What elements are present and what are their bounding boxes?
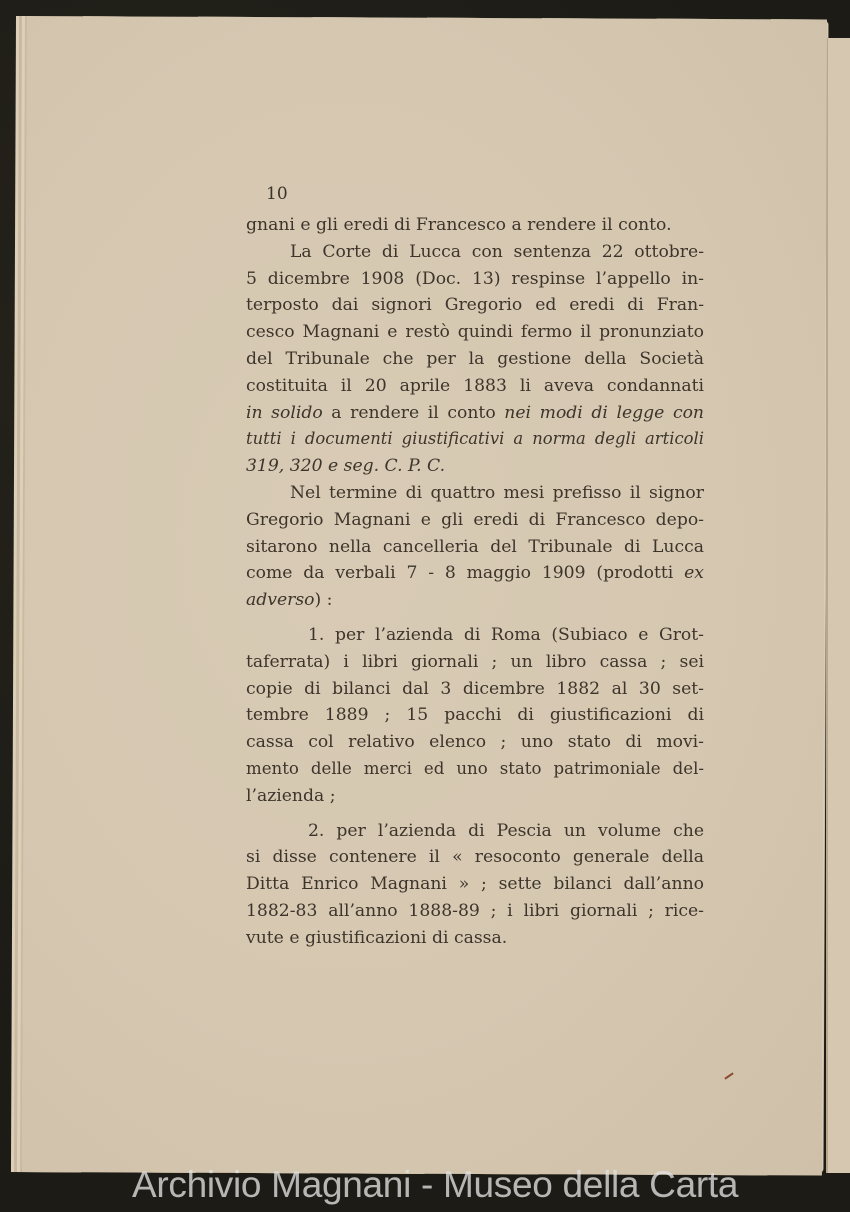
text-line: sitarono nella cancelleria del Tribunale di Lucca bbox=[246, 536, 704, 557]
facing-page-edge bbox=[826, 38, 850, 1173]
text-line: Nel termine di quattro mesi prefisso il signor bbox=[290, 482, 704, 503]
text-line: costituita il 20 aprile 1883 li aveva condannati bbox=[246, 375, 704, 396]
text-fragment: ) : bbox=[314, 590, 333, 611]
text-line: Gregorio Magnani e gli eredi di Francesco depo- bbox=[246, 509, 704, 530]
text-line bbox=[246, 560, 704, 587]
text-line: mento delle merci ed uno stato patrimoniale del- bbox=[246, 758, 704, 778]
paragraph-3 bbox=[246, 480, 704, 614]
text-line: Ditta Enrico Magnani » ; sette bilanci dall’anno bbox=[246, 874, 704, 895]
text-line: terposto dai signori Gregorio ed eredi di Fran- bbox=[246, 295, 704, 316]
italic-phrase: adverso bbox=[246, 590, 315, 611]
text-line bbox=[246, 587, 704, 614]
text-line bbox=[246, 400, 704, 427]
text-line: taferrata) i libri giornali ; un libro cassa ; sei bbox=[246, 651, 704, 672]
italic-phrase: in solido bbox=[246, 402, 323, 423]
watermark: Archivio Magnani - Museo della Carta bbox=[132, 1164, 739, 1205]
italic-phrase: ex bbox=[684, 563, 704, 584]
text-line: 5 dicembre 1908 (Doc. 13) respinse l’appello in- bbox=[246, 268, 704, 289]
text-line: l’azienda ; bbox=[246, 785, 336, 806]
list-item-2 bbox=[246, 818, 704, 952]
text-line: gnani e gli eredi di Francesco a rendere il conto. bbox=[246, 215, 672, 235]
text-line: 2. per l’azienda di Pescia un volume che bbox=[308, 820, 704, 841]
text-line: cesco Magnani e restò quindi fermo il pronunziato bbox=[246, 322, 704, 343]
text-line: del Tribunale che per la gestione della Società bbox=[246, 348, 704, 369]
text-fragment: a rendere il conto bbox=[322, 402, 505, 423]
text-line: cassa col relativo elenco ; uno stato di movi- bbox=[246, 732, 704, 753]
text-line: La Corte di Lucca con sentenza 22 ottobre- bbox=[290, 241, 704, 262]
text-line: 1. per l’azienda di Roma (Subiaco e Grot- bbox=[308, 624, 704, 645]
paragraph-2 bbox=[246, 239, 704, 480]
text-line: 1882-83 all’anno 1888-89 ; i libri giornali ; rice- bbox=[246, 900, 704, 921]
italic-phrase: nei modi di legge con bbox=[504, 402, 705, 423]
text-line: tutti i documenti giustificativi a norma degli articoli bbox=[246, 429, 704, 449]
page-number: 10 bbox=[266, 184, 288, 204]
paragraph-1 bbox=[246, 212, 704, 239]
text-line: vute e giustificazioni di cassa. bbox=[246, 927, 508, 948]
list-item-1 bbox=[246, 622, 704, 810]
body-text bbox=[246, 212, 704, 952]
text-line: si disse contenere il « resoconto generale della bbox=[246, 847, 704, 868]
text-line: 319, 320 e seg. C. P. C. bbox=[246, 456, 446, 477]
text-line: copie di bilanci dal 3 dicembre 1882 al 30 set- bbox=[246, 678, 704, 699]
text-fragment: come da verbali 7 - 8 maggio 1909 (prodotti bbox=[246, 563, 685, 584]
text-line: tembre 1889 ; 15 pacchi di giustificazioni di bbox=[246, 705, 704, 726]
